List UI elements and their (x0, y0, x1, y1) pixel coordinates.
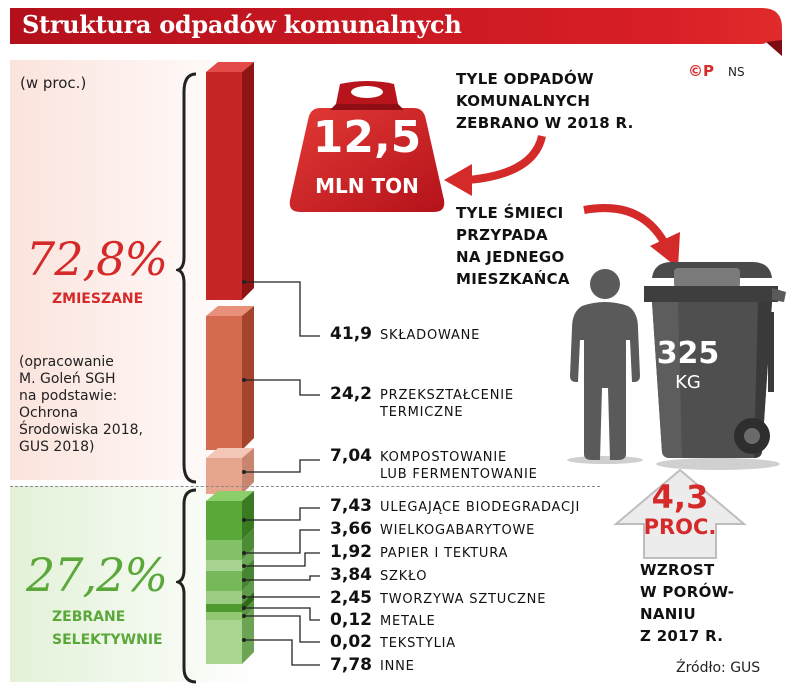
mixed-item-label (380, 387, 514, 421)
weight-caption-line: TYLE ODPADÓW (456, 70, 594, 88)
selective-item-value: 0,02 (330, 632, 372, 652)
selective-item-value: 1,92 (330, 542, 372, 562)
source-note-line: GUS 2018) (19, 439, 95, 455)
growth-caption-line: Z 2017 R. (640, 627, 724, 645)
mixed-item-label: SKŁADOWANE (380, 328, 481, 343)
selective-item-label: TWORZYWA SZTUCZNE (380, 592, 547, 607)
mixed-item-value: 24,2 (330, 384, 372, 404)
source-note-line: (opracowanie (19, 354, 114, 370)
bin-value: 325 (656, 336, 720, 371)
selective-item-value: 0,12 (330, 610, 372, 630)
growth-value: 4,3 (651, 478, 709, 516)
growth-unit: PROC. (643, 515, 717, 539)
mixed-item-value: 7,04 (330, 446, 372, 466)
growth-caption (640, 559, 734, 647)
page-title: Struktura odpadów komunalnych (22, 10, 462, 39)
growth-caption-line: WZROST (640, 561, 715, 579)
mixed-item-label (380, 449, 538, 483)
weight-caption-line: KOMUNALNYCH (456, 92, 591, 110)
selective-item-value: 3,84 (330, 565, 372, 585)
mixed-percent: 72,8% (26, 232, 168, 286)
growth-caption-line: NANIU (640, 605, 696, 623)
bin-caption (456, 202, 570, 290)
bin-caption-line: TYLE ŚMIECI (456, 204, 564, 222)
selective-item-value: 2,45 (330, 588, 372, 608)
selective-label-2: SELEKTYWNIE (52, 632, 163, 648)
source-note-line: Ochrona (19, 405, 79, 421)
bin-caption-line: MIESZKAŃCA (456, 270, 570, 288)
selective-item-label: PAPIER I TEKTURA (380, 546, 509, 561)
weight-unit: MLN TON (315, 174, 419, 198)
bin-caption-line: NA JEDNEGO (456, 248, 565, 266)
mixed-item-label-line: PRZEKSZTAŁCENIE (380, 388, 514, 403)
selective-item-label: INNE (380, 659, 415, 674)
source-note-line: M. Goleń SGH (19, 371, 116, 387)
selective-item-value: 7,78 (330, 655, 372, 675)
selective-percent: 27,2% (26, 548, 168, 602)
source-credit: Źródło: GUS (676, 660, 761, 676)
mixed-item-label-line: LUB FERMENTOWANIE (380, 467, 538, 482)
selective-label-1: ZEBRANE (52, 609, 126, 625)
source-note-line: Środowiska 2018, (19, 422, 143, 438)
mixed-item-value: 41,9 (330, 324, 372, 344)
mixed-label: ZMIESZANE (52, 291, 144, 307)
growth-caption-line: W PORÓW- (640, 583, 735, 601)
arrow-to-weight-icon (438, 130, 558, 200)
credit-logo: ©P (688, 62, 714, 80)
selective-item-value: 3,66 (330, 519, 372, 539)
bin-caption-line: PRZYPADA (456, 226, 548, 244)
unit-note: (w proc.) (20, 74, 87, 92)
selective-item-label: SZKŁO (380, 569, 428, 584)
weight-caption (456, 68, 634, 134)
selective-item-label: WIELKOGABARYTOWE (380, 523, 536, 538)
weight-value: 12,5 (312, 112, 422, 163)
credit-initials: NS (728, 65, 745, 79)
selective-item-value: 7,43 (330, 496, 372, 516)
mixed-item-label-line: TERMICZNE (380, 405, 464, 420)
source-note-line: na podstawie: (19, 388, 118, 404)
selective-item-label: ULEGAJĄCE BIODEGRADACJI (380, 500, 581, 515)
bin-unit: KG (675, 372, 701, 393)
weight-caption-line: ZEBRANO W 2018 R. (456, 114, 634, 132)
selective-item-label: TEKSTYLIA (380, 636, 456, 651)
selective-item-label: METALE (380, 614, 436, 629)
mixed-item-label-line: KOMPOSTOWANIE (380, 450, 507, 465)
